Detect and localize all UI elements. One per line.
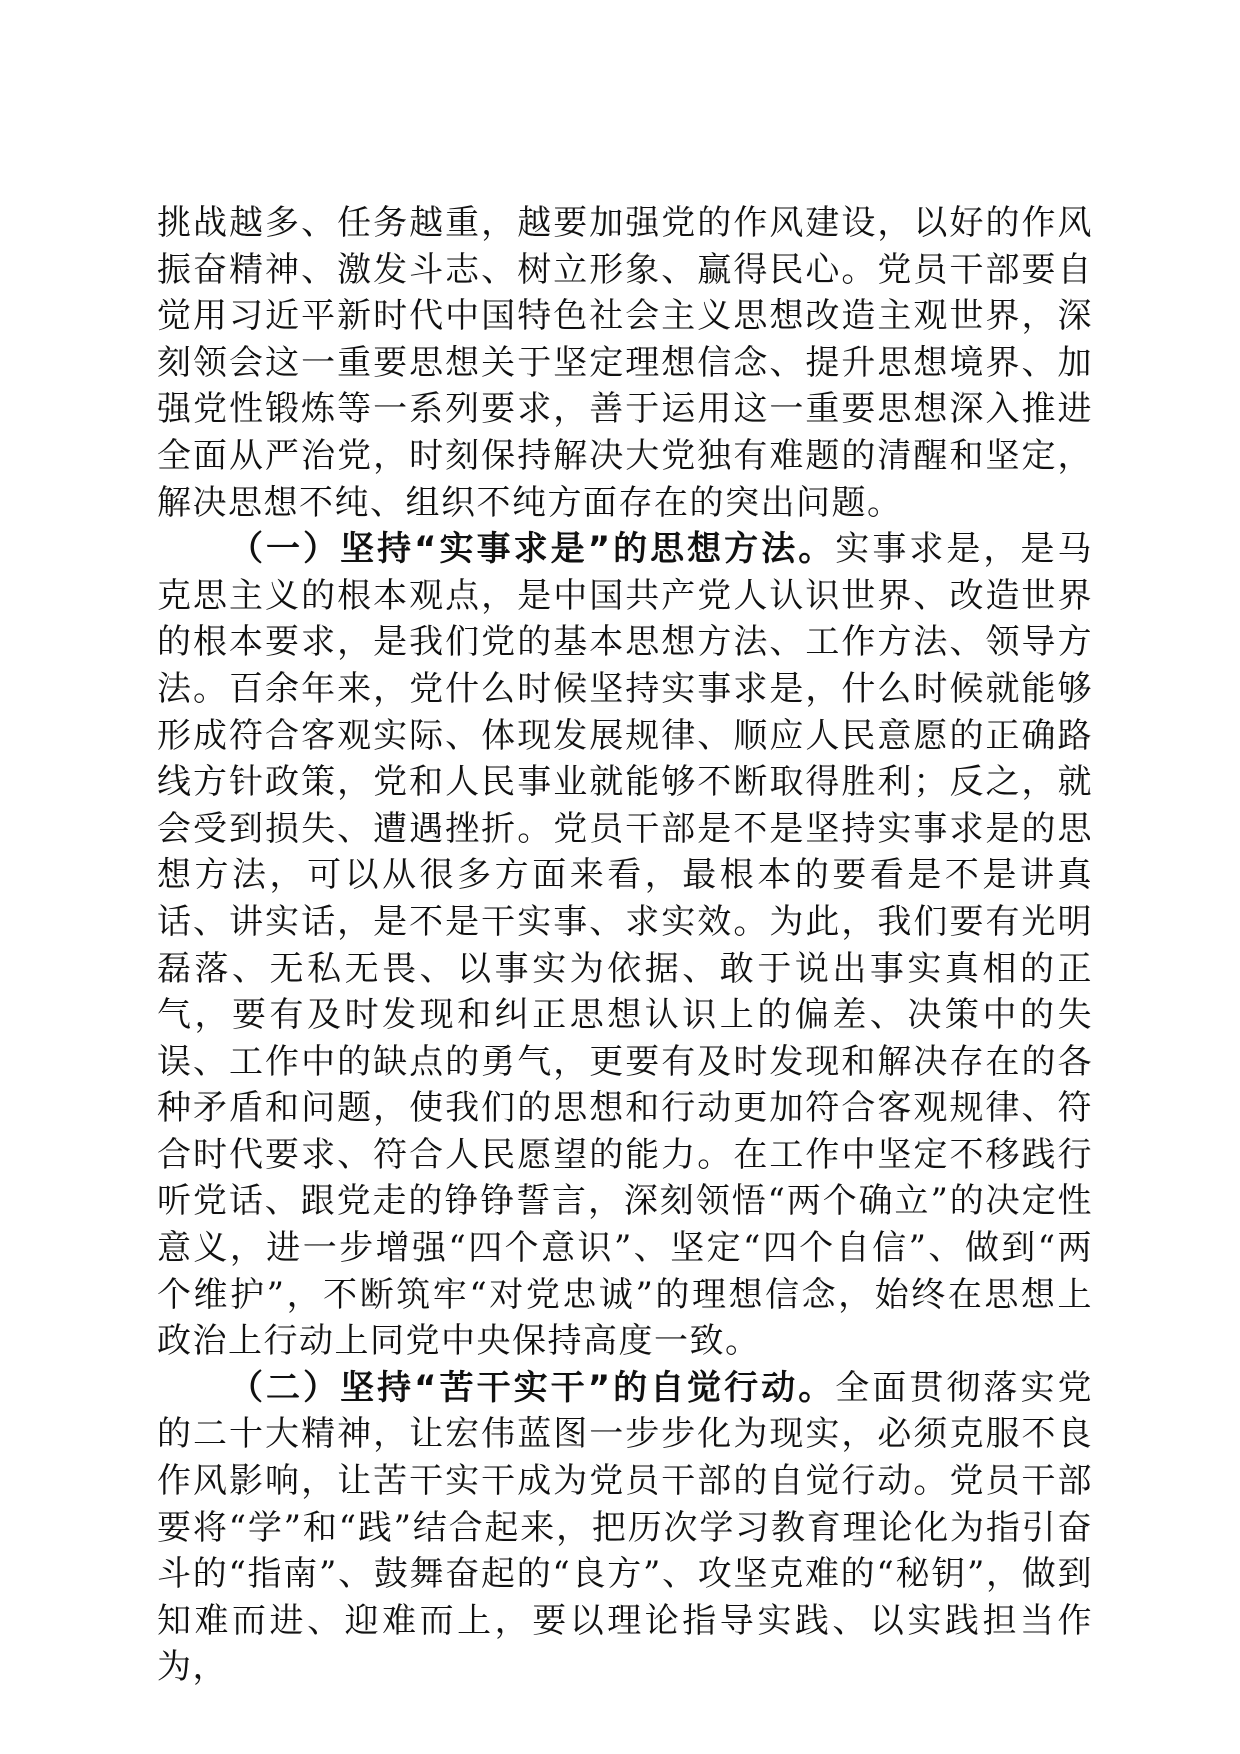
- section-heading-2: （二）坚持“苦干实干”的自觉行动。: [229, 1367, 836, 1408]
- paragraph-body: 实事求是，是马克思主义的根本观点，是中国共产党人认识世界、改造世界的根本要求，是我们党的基本思想方法、工作方法、领导方法。百余年来，党什么时候坚持实事求是，什么时候就能够形成符合客观实际、体现发展规律、顺应人民意愿的正确路线方针政策，党和人民事业就能够不断取得胜利；反之，就会受到损失、遭遇挫折。党员干部是不是坚持实事求是的思想方法，可以从很多方面来看，最根本的要看是不是讲真话、讲实话，是不是干实事、求实效。为此，我们要有光明磊落、无私无畏、以事实为依据、敢于说出事实真相的正气，要有及时发现和纠正思想认识上的偏差、决策中的失误、工作中的缺点的勇气，更要有及时发现和解决存在的各种矛盾和问题，使我们的思想和行动更加符合客观规律、符合时代要求、符合人民愿望的能力。在工作中坚定不移践行听党话、跟党走的铮铮誓言，深刻领悟“两个确立”的决定性意义，进一步增强“四个意识”、坚定“四个自信”、做到“两个维护”，不断筑牢“对党忠诚”的理想信念，始终在思想上政治上行动上同党中央保持高度一致。: [157, 529, 1093, 1362]
- paragraph-body: 挑战越多、任务越重，越要加强党的作风建设，以好的作风振奋精神、激发斗志、树立形象、赢得民心。党员干部要自觉用习近平新时代中国特色社会主义思想改造主观世界，深刻领会这一重要思想关于坚定理想信念、提升思想境界、加强党性锻炼等一系列要求，善于运用这一重要思想深入推进全面从严治党，时刻保持解决大党独有难题的清醒和坚定，解决思想不纯、组织不纯方面存在的突出问题。: [157, 203, 1093, 523]
- paragraph-section-1: [157, 526, 1093, 1365]
- paragraph-intro: [157, 200, 1093, 526]
- paragraph-section-2: [157, 1365, 1093, 1691]
- section-heading-1: （一）坚持“实事求是”的思想方法。: [229, 529, 836, 570]
- document-body: [157, 200, 1093, 1691]
- paragraph-body: 全面贯彻落实党的二十大精神，让宏伟蓝图一步步化为现实，必须克服不良作风影响，让苦干实干成为党员干部的自觉行动。党员干部要将“学”和“践”结合起来，把历次学习教育理论化为指引奋斗的“指南”、鼓舞奋起的“良方”、攻坚克难的“秘钥”，做到知难而进、迎难而上，要以理论指导实践、以实践担当作为，: [157, 1367, 1093, 1688]
